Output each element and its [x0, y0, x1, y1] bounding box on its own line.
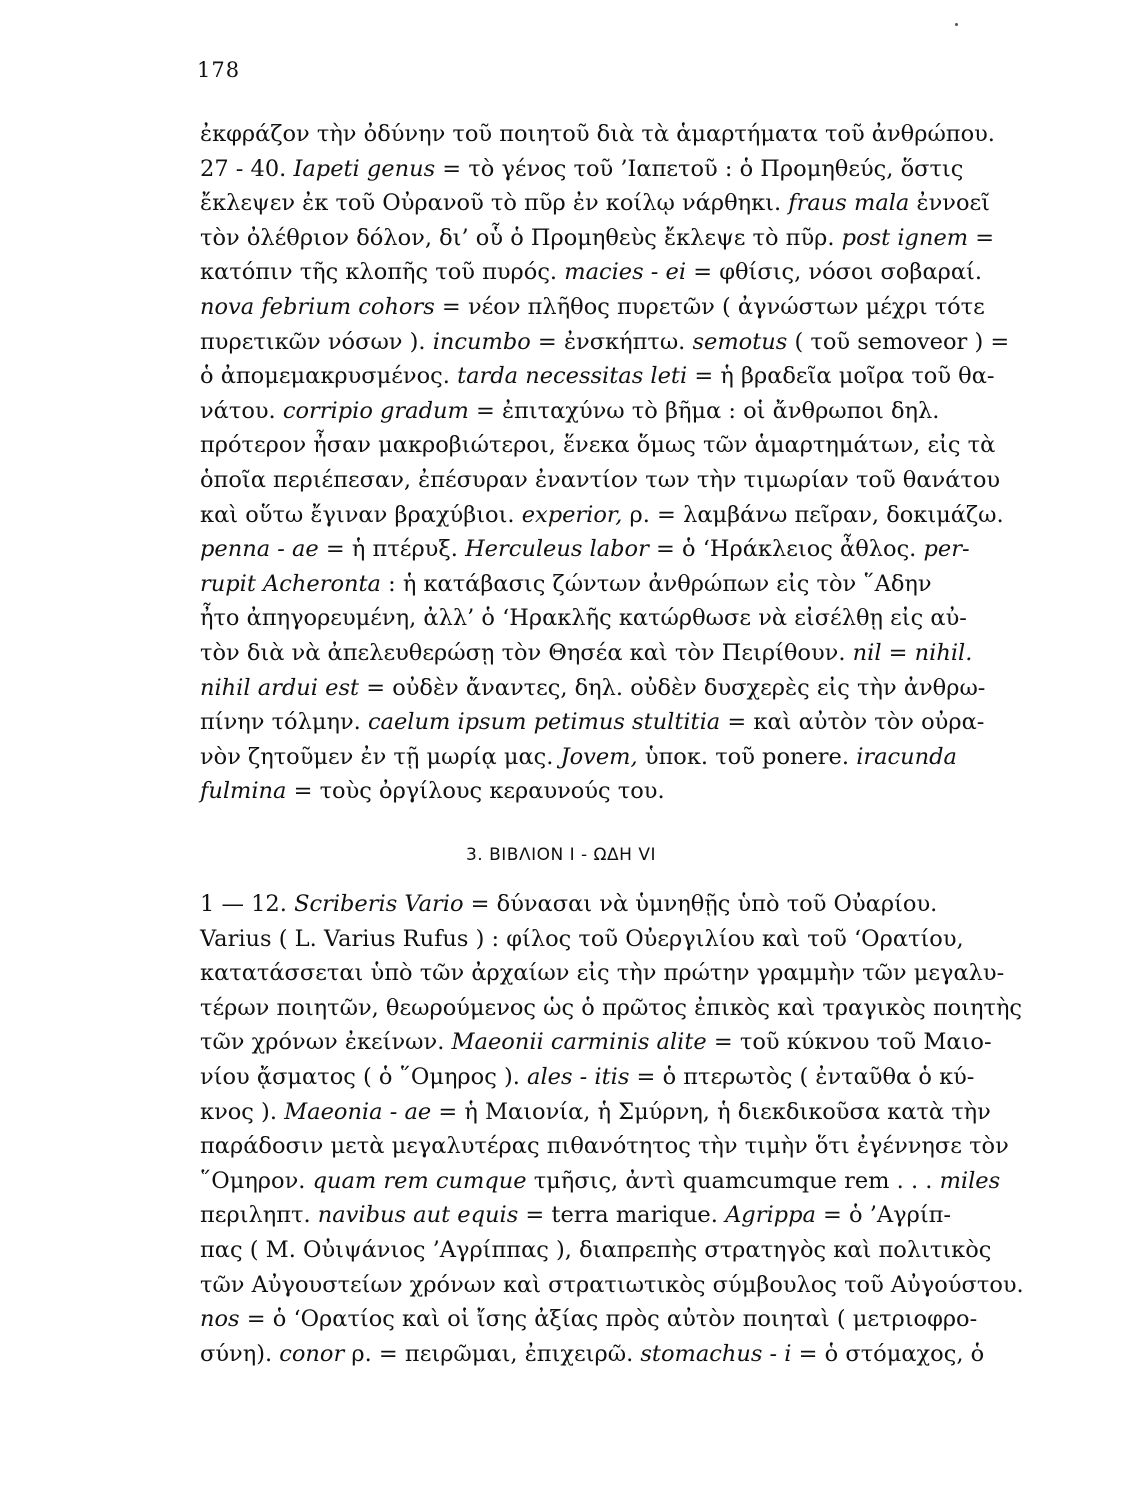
greek-text: νάτου. [200, 397, 283, 424]
latin-term: Herculeus labor [465, 536, 649, 563]
text-line [200, 1060, 975, 1095]
greek-text: ὑποκ. τοῦ ponere. [637, 743, 857, 770]
text-line [200, 922, 964, 957]
latin-term: semotus [692, 328, 788, 355]
commentary-block-2 [200, 887, 1024, 1371]
greek-text: τμῆσις, ἀντὶ quamcumque rem . . . [526, 1167, 940, 1194]
text-line [200, 1164, 1001, 1199]
commentary-block-1 [200, 117, 1010, 809]
greek-text: τῶν Αὐγουστείων χρόνων καὶ στρατιωτικὸς σύμβουλος τοῦ Αὐγούστου. [200, 1271, 1024, 1298]
greek-text: ( τοῦ semoveor ) = [787, 328, 1010, 355]
greek-text: = ἐπιταχύνω τὸ βῆμα : οἱ ἄνθρωποι δηλ. [468, 397, 940, 424]
greek-text: = ἡ πτέρυξ. [318, 536, 466, 563]
greek-text: νίου ᾄσματος ( ὁ ῞Ομηρος ). [200, 1063, 528, 1090]
text-line [200, 152, 964, 187]
text-line [200, 671, 986, 706]
greek-text: : ἡ κατάβασις ζώντων ἀνθρώπων εἰς τὸν ῞Αδην [380, 570, 932, 597]
scan-speck [955, 23, 958, 26]
latin-term: conor [279, 1340, 345, 1367]
greek-text: = ὁ ‘Ορατίος καὶ οἱ ἴσης ἀξίας πρὸς αὐτὸν ποιηταὶ ( μετριοφρο- [239, 1306, 978, 1333]
latin-term: navibus aut equis [317, 1202, 519, 1229]
text-line [200, 1337, 985, 1372]
text-line [200, 186, 990, 221]
latin-term: corripio gradum [282, 397, 469, 424]
greek-text: ῞Ομηρον. [200, 1167, 313, 1194]
latin-term: tarda necessitas leti [457, 363, 688, 390]
text-line [200, 740, 957, 775]
latin-term: rupit Acheronta [200, 570, 381, 597]
text-line [200, 774, 928, 809]
text-line [200, 255, 983, 290]
page-number: 178 [197, 58, 241, 82]
text-line [200, 956, 1005, 991]
text-line [200, 1129, 1009, 1164]
greek-text: πυρετικῶν νόσων ). [200, 328, 433, 355]
greek-text: ἐννοεῖ [909, 190, 990, 217]
text-line [200, 1198, 952, 1233]
greek-text: καὶ οὕτω ἔγιναν βραχύβιοι. [200, 501, 522, 528]
greek-text: ἦτο ἀπηγορευμένη, ἀλλ’ ὁ ‘Ηρακλῆς κατώρθωσε νὰ εἰσέλθῃ εἰς αὐ- [200, 605, 967, 632]
latin-term: iracunda [856, 743, 957, 770]
greek-text: ὁ ἀπομεμακρυσμένος. [200, 363, 458, 390]
text-line [200, 498, 1004, 533]
greek-text: ἐκφράζον τὴν ὀδύνην τοῦ ποιητοῦ διὰ τὰ ἁμαρτήματα τοῦ ἀνθρώπου. [200, 121, 995, 147]
greek-text: = ὁ ‘Ηράκλειος ἆθλος. [648, 536, 924, 563]
text-line [200, 567, 932, 602]
greek-text: = τοῦ κύκνου τοῦ Μαιο- [706, 1029, 992, 1056]
greek-text: = ἡ Μαιονία, ἡ Σμύρνη, ἡ διεκδικοῦσα κατὰ τὴν [431, 1098, 991, 1125]
greek-text: ἔκλεψεν ἐκ τοῦ Οὐρανοῦ τὸ πῦρ ἐν κοίλῳ νάρθηκι. [200, 190, 789, 217]
latin-term: Jovem, [560, 743, 638, 770]
latin-term: Maeonia - ae [284, 1098, 432, 1125]
latin-term: fraus mala [788, 190, 910, 217]
text-line [200, 1095, 991, 1130]
greek-text: = τὸ γένος τοῦ ’Ιαπετοῦ : ὁ Προμηθεύς, ὅστις [435, 155, 964, 182]
greek-text: = ὁ στόμαχος, ὁ [791, 1340, 985, 1367]
text-line [200, 221, 995, 256]
greek-text: 1 — 12. [200, 891, 295, 917]
greek-text: 27 - 40. [200, 155, 294, 182]
text-line [200, 887, 938, 922]
latin-term: caelum ipsum petimus stultitia [367, 709, 721, 736]
greek-text: πας ( Μ. Οὐιψάνιος ’Αγρίππας ), διαπρεπὴς στρατηγὸς καὶ πολιτικὸς [200, 1236, 992, 1263]
latin-term: miles [939, 1167, 1001, 1194]
greek-text: πίνην τόλμην. [200, 709, 368, 736]
latin-term: Iapeti genus [293, 155, 436, 182]
greek-text: Varius ( L. Varius Rufus ) : φίλος τοῦ Οὐεργιλίου καὶ τοῦ ‘Ορατίου, [200, 925, 964, 952]
latin-term: nova febrium cohors [200, 293, 435, 320]
greek-text: παράδοσιν μετὰ μεγαλυτέρας πιθανότητος τὴν τιμὴν ὅτι ἐγέννησε τὸν [200, 1133, 1009, 1160]
text-line [200, 991, 1023, 1026]
text-line [200, 290, 985, 325]
latin-term: macies - ei [564, 259, 687, 286]
greek-text: σύνη). [200, 1340, 280, 1367]
greek-text: = δύνασαι νὰ ὑμνηθῇς ὑπὸ τοῦ Οὐαρίου. [463, 891, 938, 917]
latin-term: nos [200, 1306, 240, 1333]
latin-term: penna - ae [200, 536, 319, 563]
greek-text: ὁποῖα περιέπεσαν, ἐπέσυραν ἐναντίον των τὴν τιμωρίαν τοῦ θανάτου [200, 466, 1001, 493]
text-line [200, 601, 967, 636]
greek-text: κατόπιν τῆς κλοπῆς τοῦ πυρός. [200, 259, 565, 286]
latin-term: quam rem cumque [312, 1167, 527, 1194]
text-line [200, 117, 995, 152]
latin-term: experior, [521, 501, 623, 528]
latin-term: stomachus - i [640, 1340, 792, 1367]
greek-text: = [968, 224, 995, 251]
section-heading: 3. ΒΙΒΛΙΟΝ Ι - ΩΔΗ VI [465, 845, 656, 865]
text-line [200, 705, 985, 740]
text-line [200, 532, 970, 567]
greek-text: πρότερον ἦσαν μακροβιώτεροι, ἕνεκα ὅμως τῶν ἁμαρτημάτων, εἰς τὰ [200, 432, 996, 459]
text-line [200, 1268, 1024, 1303]
greek-text: τὸν ὀλέθριον δόλον, δι’ οὗ ὁ Προμηθεὺς ἔκλεψε τὸ πῦρ. [200, 224, 842, 251]
greek-text: = ὁ ’Αγρίπ- [815, 1202, 952, 1229]
latin-term: Agrippa [725, 1202, 816, 1229]
latin-term: Scriberis Vario [294, 891, 464, 917]
greek-text: νὸν ζητοῦμεν ἐν τῇ μωρίᾳ μας. [200, 743, 561, 770]
text-line [200, 428, 996, 463]
greek-text: = ἐνσκήπτω. [530, 328, 693, 355]
greek-text: τῶν χρόνων ἐκείνων. [200, 1029, 452, 1056]
greek-text: = καὶ αὐτὸν τὸν οὐρα- [720, 709, 985, 736]
text-line [200, 325, 1010, 360]
text-line [200, 359, 995, 394]
latin-term: nil = nihil. [852, 639, 973, 666]
text-line [200, 636, 973, 671]
greek-text: κνος ). [200, 1098, 285, 1125]
latin-term: per- [923, 536, 970, 563]
text-line [200, 1025, 992, 1060]
greek-text: = ὁ πτερωτὸς ( ἐνταῦθα ὁ κύ- [629, 1063, 975, 1090]
latin-term: Maeonii carminis alite [451, 1029, 707, 1056]
greek-text: ρ. = λαμβάνω πεῖραν, δοκιμάζω. [622, 501, 1004, 528]
latin-term: incumbo [432, 328, 531, 355]
greek-text: = ἡ βραδεῖα μοῖρα τοῦ θα- [687, 363, 995, 390]
latin-term: ales - itis [527, 1063, 630, 1090]
greek-text: = τοὺς ὀργίλους κεραυνούς του. [286, 778, 665, 805]
text-line [200, 463, 1001, 498]
text-line [200, 1302, 978, 1337]
greek-text: = φθίσις, νόσοι σοβαραί. [686, 259, 983, 286]
greek-text: τέρων ποιητῶν, θεωρούμενος ὡς ὁ πρῶτος ἐπικὸς καὶ τραγικὸς ποιητὴς [200, 994, 1023, 1021]
text-line [200, 1233, 992, 1268]
greek-text: = terra marique. [518, 1202, 726, 1229]
greek-text: ρ. = πειρῶμαι, ἐπιχειρῶ. [344, 1340, 641, 1367]
greek-text: = νέον πλῆθος πυρετῶν ( ἀγνώστων μέχρι τότε [434, 293, 985, 320]
text-line [200, 394, 940, 429]
latin-term: nihil ardui est [200, 674, 360, 701]
latin-term: fulmina [200, 778, 287, 805]
latin-term: post ignem [841, 224, 969, 251]
greek-text: τὸν διὰ νὰ ἀπελευθερώσῃ τὸν Θησέα καὶ τὸν Πειρίθουν. [200, 639, 853, 666]
greek-text: περιληπτ. [200, 1202, 318, 1229]
greek-text: κατατάσσεται ὑπὸ τῶν ἀρχαίων εἰς τὴν πρώτην γραμμὴν τῶν μεγαλυ- [200, 960, 1005, 987]
greek-text: = οὐδὲν ἄναντες, δηλ. οὐδὲν δυσχερὲς εἰς τὴν ἀνθρω- [359, 674, 986, 701]
